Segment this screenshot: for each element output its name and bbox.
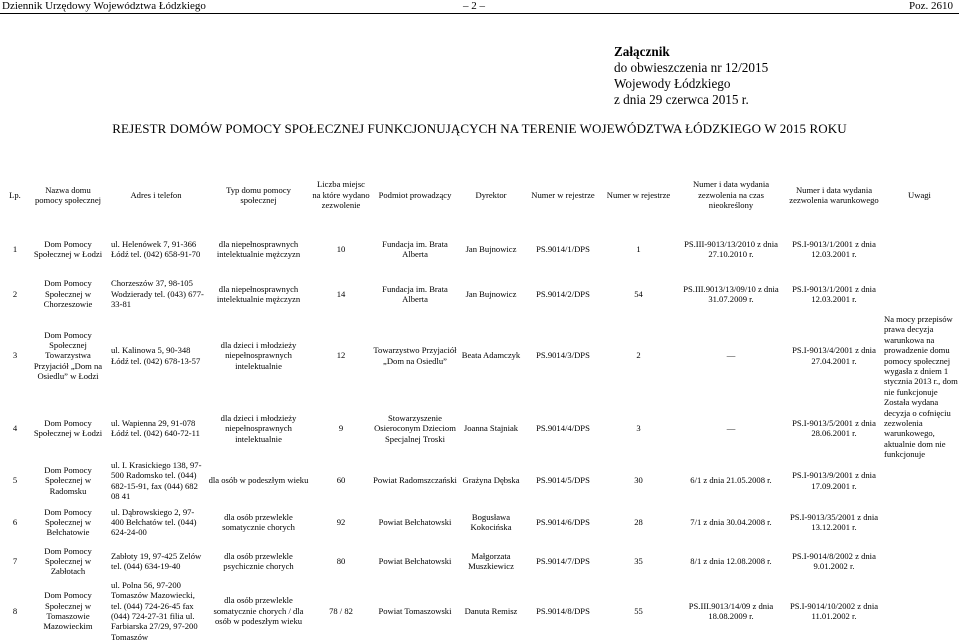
register-table — [0, 166, 959, 642]
table-header-row — [0, 166, 959, 224]
document-title: REJESTR DOMÓW POMOCY SPOŁECZNEJ FUNKCJONUJĄCYCH NA TERENIE WOJEWÓDZTWA ŁÓDZKIEGO W 2015 ROKU — [112, 121, 847, 136]
cell-name: Dom Pomocy Społecznej w Zabłotach — [44, 545, 92, 577]
cell-type: dla osób w podeszłym wieku — [208, 475, 309, 486]
table-row — [0, 502, 959, 543]
cell-operator: Towarzystwo Przyjaciół „Dom na Osiedlu” — [373, 345, 457, 366]
cell-remarks — [880, 224, 959, 274]
position-number: Poz. 2610 — [909, 0, 953, 12]
cell-remarks: Na mocy przepisów prawa decyzja warunkowa na prowadzenie domu pomocy społecznej wygasła z dniem 1 stycznia 2013 r., dom nie funkcjonuje — [884, 314, 958, 397]
cell-register-number: PS.9014/3/DPS — [536, 350, 590, 361]
cell-permit-indefinite: PS.III.9013/13/09/10 z dnia 31.07.2009 r. — [683, 283, 779, 304]
cell-name: Dom Pomocy Społecznej w Radomsku — [44, 465, 92, 496]
cell-places: 10 — [336, 243, 346, 254]
cell-register-number: PS.9014/7/DPS — [536, 555, 590, 566]
cell-director: Jan Bujnowicz — [465, 288, 517, 299]
cell-permit-indefinite: — — [726, 423, 736, 434]
cell-remarks — [880, 580, 959, 642]
cell-operator: Fundacja im. Brata Alberta — [382, 238, 448, 259]
cell-places: 60 — [336, 475, 346, 486]
header-cell: Numer i data wydania zezwolenia warunkowego — [789, 184, 879, 205]
cell-permit-conditional: PS.I-9013/1/2001 z dnia 12.03.2001 r. — [792, 283, 876, 304]
cell-operator: Powiat Radomszczański — [373, 475, 457, 486]
cell-type: dla osób przewlekle somatycznie chorych — [222, 511, 295, 533]
cell-register-number: PS.9014/5/DPS — [536, 475, 590, 486]
cell-lp: 5 — [12, 475, 18, 486]
cell-address: ul. Dąbrowskiego 2, 97-400 Bełchatów tel. (044) 624-24-00 — [111, 506, 197, 538]
table-row — [0, 543, 959, 580]
cell-name: Dom Pomocy Społecznej Towarzystwa Przyjaciół „Dom na Osiedlu” w Łodzi — [33, 329, 103, 382]
header-cell: Adres i telefon — [130, 189, 182, 200]
cell-lp: 1 — [12, 243, 18, 254]
cell-remarks — [880, 460, 959, 502]
journal-name: Dziennik Urzędowy Województwa Łódzkiego — [2, 0, 206, 12]
cell-type: dla osób przewlekle psychicznie chorych — [223, 550, 294, 572]
cell-address: Chorzeszów 37, 98-105 Wodzierady tel. (043) 677-33-81 — [111, 278, 204, 310]
cell-name: Dom Pomocy Społecznej w Tomaszowie Mazowieckim — [43, 590, 93, 632]
cell-director: Jan Bujnowicz — [465, 243, 517, 254]
cell-places: 12 — [336, 350, 346, 361]
cell-permit-conditional: PS.I-9013/1/2001 z dnia 12.03.2001 r. — [792, 238, 876, 259]
cell-director: Małgorzata Muszkiewicz — [468, 550, 514, 572]
cell-register-no: 3 — [636, 423, 641, 434]
cell-register-number: PS.9014/8/DPS — [536, 605, 590, 616]
cell-permit-conditional: PS.I-9013/9/2001 z dnia 17.09.2001 r. — [792, 470, 876, 491]
cell-lp: 8 — [12, 605, 18, 616]
cell-type: dla niepełnosprawnych intelektualnie mężczyzn — [216, 283, 301, 304]
cell-address: Zabłoty 19, 97-425 Zelów tel. (044) 634-19-40 — [111, 550, 202, 572]
cell-register-no: 1 — [636, 243, 641, 254]
cell-permit-indefinite: 8/1 z dnia 12.08.2008 r. — [690, 555, 772, 566]
cell-permit-conditional: PS.I-9013/5/2001 z dnia 28.06.2001 r. — [792, 418, 876, 439]
table-row — [0, 314, 959, 397]
cell-type: dla dzieci i młodzieży niepełnosprawnych intelektualnie — [220, 340, 297, 371]
annex-line-3: z dnia 29 czerwca 2015 r. — [614, 92, 749, 107]
cell-type: dla dzieci i młodzieży niepełnosprawnych intelektualnie — [220, 412, 297, 444]
cell-remarks: Została wydana decyzja o cofnięciu zezwolenia warunkowego, aktualnie dom nie funkcjonuje — [884, 397, 951, 460]
header-cell: Typ domu pomocy społecznej — [226, 184, 291, 205]
cell-name: Dom Pomocy Społecznej w Chorzeszowie — [43, 278, 93, 310]
header-cell: Dyrektor — [475, 189, 507, 200]
cell-director: Danuta Remisz — [464, 605, 518, 616]
cell-register-number: PS.9014/1/DPS — [536, 243, 590, 254]
cell-address: ul. I. Krasickiego 138, 97-500 Radomsko tel. (044) 682-15-91, fax (044) 682 08 41 — [111, 459, 202, 502]
cell-remarks — [880, 274, 959, 314]
cell-places: 78 / 82 — [329, 605, 353, 616]
cell-director: Beata Adamczyk — [461, 350, 521, 361]
cell-permit-indefinite: 7/1 z dnia 30.04.2008 r. — [690, 516, 772, 527]
cell-address: ul. Wapienna 29, 91-078 Łódź tel. (042) 640-72-11 — [111, 418, 200, 439]
cell-operator: Powiat Tomaszowski — [378, 605, 452, 616]
cell-register-no: 54 — [634, 288, 643, 299]
cell-register-no: 2 — [636, 350, 641, 361]
cell-type: dla osób przewlekle somatycznie chorych / dla osób w podeszłym wieku — [213, 595, 304, 627]
cell-permit-indefinite: PS.III-9013/13/2010 z dnia 27.10.2010 r. — [684, 238, 778, 259]
cell-remarks — [880, 543, 959, 580]
cell-operator: Powiat Bełchatowski — [378, 516, 452, 527]
cell-operator: Fundacja im. Brata Alberta — [382, 283, 448, 304]
cell-lp: 7 — [12, 555, 18, 566]
cell-remarks — [880, 502, 959, 543]
cell-register-no: 35 — [634, 555, 643, 566]
header-cell: Numer i data wydania zezwolenia na czas nieokreślony — [692, 179, 770, 211]
cell-register-number: PS.9014/4/DPS — [536, 423, 590, 434]
cell-register-number: PS.9014/6/DPS — [536, 516, 590, 527]
cell-places: 92 — [336, 516, 346, 527]
cell-director: Joanna Stajniak — [463, 423, 519, 434]
cell-permit-conditional: PS.I-9013/4/2001 z dnia 27.04.2001 r. — [792, 345, 876, 366]
cell-name: Dom Pomocy Społecznej w Łodzi — [33, 238, 103, 259]
table-row — [0, 274, 959, 314]
cell-director: Bogusława Kokocińska — [470, 511, 512, 533]
header-cell: Numer w rejestrze — [606, 189, 671, 200]
header-cell: Liczba miejsc na które wydano zezwolenie — [312, 179, 370, 211]
header-cell: Nazwa domu pomocy społecznej — [34, 184, 102, 205]
table-row — [0, 397, 959, 459]
header-cell: Numer w rejestrze — [531, 189, 595, 200]
cell-places: 80 — [336, 555, 346, 566]
cell-register-no: 28 — [634, 516, 643, 527]
cell-name: Dom Pomocy Społecznej w Łodzi — [33, 418, 103, 439]
cell-permit-conditional: PS.I-9014/8/2002 z dnia 9.01.2002 r. — [792, 550, 876, 572]
cell-permit-conditional: PS.I-9013/35/2001 z dnia 13.12.2001 r. — [789, 511, 879, 533]
cell-places: 14 — [336, 288, 346, 299]
annex-line-2: Wojewody Łódzkiego — [614, 76, 731, 91]
header-cell: Lp. — [9, 189, 21, 200]
cell-name: Dom Pomocy Społecznej w Bełchatowie — [44, 506, 92, 538]
header-cell: Podmiot prowadzący — [378, 189, 452, 200]
cell-type: dla niepełnosprawnych intelektualnie mężczyzn — [216, 238, 301, 259]
cell-places: 9 — [338, 423, 344, 434]
cell-lp: 4 — [12, 423, 18, 434]
cell-permit-conditional: PS.I-9014/10/2002 z dnia 11.01.2002 r. — [789, 600, 879, 621]
cell-lp: 3 — [12, 350, 18, 361]
cell-director: Grażyna Dębska — [462, 475, 520, 486]
cell-lp: 2 — [12, 288, 18, 299]
cell-address: ul. Polna 56, 97-200 Tomaszów Mazowiecki, tel. (044) 724-26-45 fax (044) 724-27-31 filia ul. Farbiarska 27/29, 97-200 Tomaszów — [111, 579, 198, 642]
cell-operator: Powiat Bełchatowski — [378, 555, 452, 566]
cell-address: ul. Kalinowa 5, 90-348 Łódź tel. (042) 678-13-57 — [111, 345, 201, 366]
page-header — [0, 0, 959, 14]
table-row — [0, 460, 959, 502]
annex-block — [614, 44, 768, 108]
header-cell: Uwagi — [908, 189, 931, 200]
annex-title: Załącznik — [614, 44, 670, 59]
cell-permit-indefinite: — — [726, 350, 736, 361]
cell-permit-indefinite: 6/1 z dnia 21.05.2008 r. — [690, 475, 772, 486]
cell-lp: 6 — [12, 516, 18, 527]
page-number: – 2 – — [463, 0, 485, 12]
table-row — [0, 224, 959, 274]
annex-line-1: do obwieszczenia nr 12/2015 — [614, 60, 769, 75]
cell-register-number: PS.9014/2/DPS — [536, 288, 590, 299]
cell-permit-indefinite: PS.III.9013/14/09 z dnia 18.08.2009 r. — [688, 600, 774, 621]
table-row — [0, 580, 959, 642]
cell-address: ul. Helenówek 7, 91-366 Łódź tel. (042) 658-91-70 — [111, 238, 201, 259]
cell-register-no: 30 — [634, 475, 643, 486]
cell-register-no: 55 — [634, 605, 643, 616]
cell-operator: Stowarzyszenie Osieroconym Dzieciom Specjalnej Troski — [374, 412, 456, 444]
